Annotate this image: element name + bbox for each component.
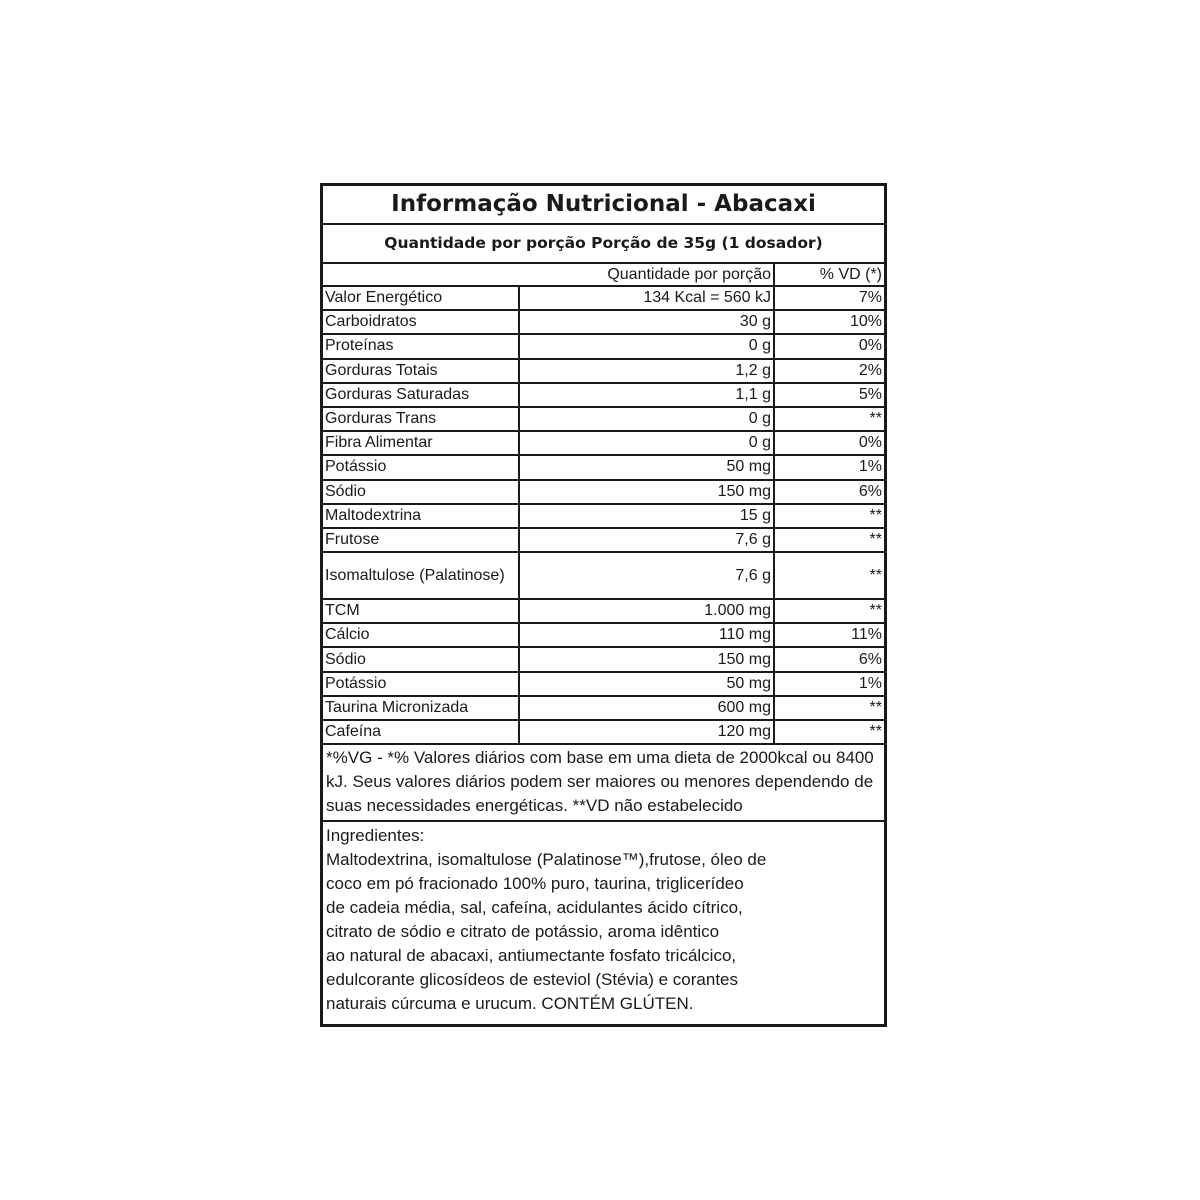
nutrient-name: Taurina Micronizada [323, 696, 519, 720]
nutrient-amount: 50 mg [519, 455, 774, 479]
nutrient-dv: ** [774, 504, 884, 528]
nutrient-name: Isomaltulose (Palatinose) [323, 552, 519, 599]
header-dv: % VD (*) [819, 266, 882, 283]
nutrient-dv: 0% [774, 334, 884, 358]
nutrient-dv: ** [774, 696, 884, 720]
nutrient-name: Maltodextrina [323, 504, 519, 528]
nutrition-label [320, 183, 887, 1027]
nutrient-amount: 50 mg [519, 672, 774, 696]
nutrient-dv: 5% [774, 383, 884, 407]
table-header-row [323, 264, 884, 286]
nutrient-dv: 1% [774, 672, 884, 696]
daily-value-footnote: *%VG - *% Valores diários com base em uma dieta de 2000kcal ou 8400 kJ. Seus valores diários podem ser maiores ou menores dependendo de suas necessidades energéticas. **VD não estabelecido [323, 743, 884, 820]
nutrient-dv: 2% [774, 359, 884, 383]
nutrient-name: Gorduras Totais [323, 359, 519, 383]
nutrient-amount: 600 mg [519, 696, 774, 720]
nutrient-name: Proteínas [323, 334, 519, 358]
table-row [323, 528, 884, 552]
nutrient-amount: 110 mg [519, 623, 774, 647]
nutrient-amount: 150 mg [519, 480, 774, 504]
table-row [323, 455, 884, 479]
nutrient-name: Sódio [323, 480, 519, 504]
nutrient-dv: ** [774, 528, 884, 552]
nutrient-amount: 134 Kcal = 560 kJ [519, 286, 774, 310]
nutrient-name: Cafeína [323, 720, 519, 743]
nutrient-amount: 1,1 g [519, 383, 774, 407]
nutrient-name: Frutose [323, 528, 519, 552]
nutrient-dv: ** [774, 407, 884, 431]
ingredients-section [323, 820, 884, 1024]
nutrient-amount: 30 g [519, 310, 774, 334]
nutrient-dv: 6% [774, 647, 884, 671]
nutrient-dv: ** [774, 720, 884, 743]
portion-size: Quantidade por porção Porção de 35g (1 dosador) [323, 225, 884, 264]
nutrient-dv: 6% [774, 480, 884, 504]
nutrient-name: Potássio [323, 672, 519, 696]
nutrient-dv: ** [774, 552, 884, 599]
nutrient-name: Cálcio [323, 623, 519, 647]
nutrient-amount: 7,6 g [519, 552, 774, 599]
table-row [323, 504, 884, 528]
nutrient-name: Gorduras Trans [323, 407, 519, 431]
label-title: Informação Nutricional - Abacaxi [323, 186, 884, 225]
table-row [323, 599, 884, 623]
ingredients-line: de cadeia média, sal, cafeína, acidulantes ácido cítrico, [326, 898, 743, 918]
table-row [323, 480, 884, 504]
ingredients-line: ao natural de abacaxi, antiumectante fosfato tricálcico, [326, 946, 737, 966]
nutrient-dv: 1% [774, 455, 884, 479]
nutrient-name: Gorduras Saturadas [323, 383, 519, 407]
nutrient-amount: 1.000 mg [519, 599, 774, 623]
table-row [323, 310, 884, 334]
nutrient-name: Valor Energético [323, 286, 519, 310]
nutrient-name: TCM [323, 599, 519, 623]
nutrient-amount: 120 mg [519, 720, 774, 743]
nutrient-amount: 0 g [519, 407, 774, 431]
table-row [323, 286, 884, 310]
nutrient-name: Carboidratos [323, 310, 519, 334]
ingredients-title: Ingredientes: [326, 826, 425, 846]
nutrient-dv: ** [774, 599, 884, 623]
ingredients-line: Maltodextrina, isomaltulose (Palatinose™),frutose, óleo de [326, 850, 767, 870]
nutrition-rows [323, 286, 884, 743]
nutrient-amount: 15 g [519, 504, 774, 528]
nutrition-table [323, 264, 884, 743]
table-row [323, 431, 884, 455]
table-row [323, 720, 884, 743]
table-row [323, 647, 884, 671]
nutrient-amount: 150 mg [519, 647, 774, 671]
table-row [323, 383, 884, 407]
ingredients-line: citrato de sódio e citrato de potássio, aroma idêntico [326, 922, 720, 942]
ingredients-line: naturais cúrcuma e urucum. CONTÉM GLÚTEN. [326, 994, 694, 1014]
table-row [323, 623, 884, 647]
nutrient-dv: 10% [774, 310, 884, 334]
nutrient-amount: 7,6 g [519, 528, 774, 552]
nutrient-name: Potássio [323, 455, 519, 479]
ingredients-line: edulcorante glicosídeos de esteviol (Stévia) e corantes [326, 970, 739, 990]
nutrient-dv: 7% [774, 286, 884, 310]
nutrient-name: Fibra Alimentar [323, 431, 519, 455]
header-amount: Quantidade por porção [519, 264, 774, 286]
nutrient-amount: 0 g [519, 431, 774, 455]
table-row [323, 407, 884, 431]
table-row [323, 334, 884, 358]
nutrient-dv: 0% [774, 431, 884, 455]
nutrient-name: Sódio [323, 647, 519, 671]
table-row [323, 672, 884, 696]
ingredients-line: coco em pó fracionado 100% puro, taurina, triglicerídeo [326, 874, 744, 894]
table-row [323, 359, 884, 383]
nutrient-amount: 0 g [519, 334, 774, 358]
table-row [323, 552, 884, 599]
table-row [323, 696, 884, 720]
header-nutrient [323, 264, 519, 286]
nutrient-dv: 11% [774, 623, 884, 647]
nutrient-amount: 1,2 g [519, 359, 774, 383]
